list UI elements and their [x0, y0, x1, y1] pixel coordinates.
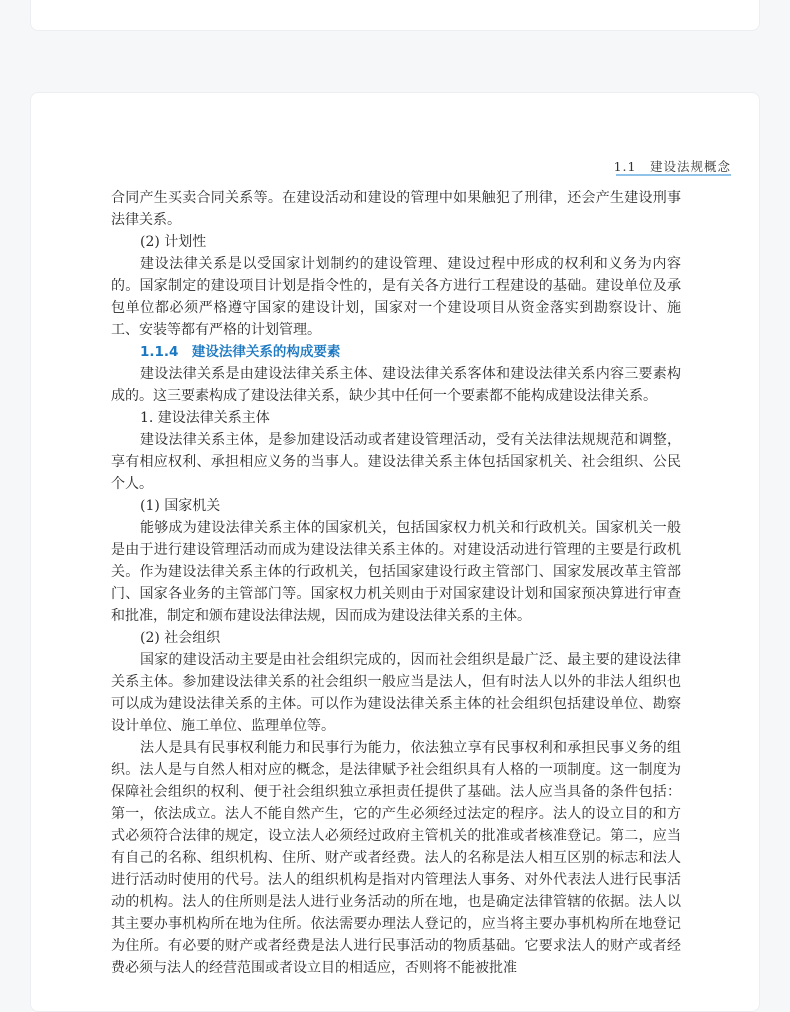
paragraph: 建设法律关系主体，是参加建设活动或者建设管理活动，受有关法律法规规范和调整，享有相应权利、承担相应义务的当事人。建设法律关系主体包括国家机关、社会组织、公民个人。 [111, 432, 681, 492]
page-content [111, 187, 681, 979]
paragraph: 能够成为建设法律关系主体的国家机关，包括国家权力机关和行政机关。国家机关一般是由于进行建设管理活动而成为建设法律关系主体的。对建设活动进行管理的主要是行政机关。作为建设法律关系主体的行政机关，包括国家建设行政主管部门、国家发展改革主管部门、国家各业务的主管部门等。国家权力机关则由于对国家建设计划和国家预决算进行审查和批准，制定和颁布建设法律法规，因而成为建设法律关系的主体。 [111, 520, 681, 624]
section-heading: 1.1.4 建设法律关系的构成要素 [140, 344, 341, 360]
paragraph: 建设法律关系是以受国家计划制约的建设管理、建设过程中形成的权利和义务为内容的。国家制定的建设项目计划是指令性的，是有关各方进行工程建设的基础。建设单位及承包单位都必须严格遵守国家的建设计划，国家对一个建设项目从资金落实到勘察设计、施工、安装等都有严格的计划管理。 [111, 256, 681, 338]
subheading: (2) 计划性 [140, 234, 207, 250]
subheading: (1) 国家机关 [140, 498, 221, 514]
paragraph: 法人是具有民事权利能力和民事行为能力，依法独立享有民事权利和承担民事义务的组织。法人是与自然人相对应的概念，是法律赋予社会组织具有人格的一项制度。这一制度为保障社会组织的权利、便于社会组织独立承担责任提供了基础。法人应当具备的条件包括：第一，依法成立。法人不能自然产生，它的产生必须经过法定的程序。法人的设立目的和方式必须符合法律的规定，设立法人必须经过政府主管机关的批准或者核准登记。第二，应当有自己的名称、组织机构、住所、财产或者经费。法人的名称是法人相互区别的标志和法人进行活动时使用的代号。法人的组织机构是指对内管理法人事务、对外代表法人进行民事活动的机构。法人的住所则是法人进行业务活动的所在地，也是确定法律管辖的依据。法人以其主要办事机构所在地为住所。依法需要办理法人登记的，应当将主要办事机构所在地登记为住所。有必要的财产或者经费是法人进行民事活动的物质基础。它要求法人的财产或者经费必须与法人的经营范围或者设立目的相适应，否则将不能被批准 [111, 740, 681, 976]
subheading: (2) 社会组织 [140, 630, 221, 646]
page-card [30, 92, 760, 1012]
paragraph: 合同产生买卖合同关系等。在建设活动和建设的管理中如果触犯了刑律，还会产生建设刑事法律关系。 [111, 190, 681, 228]
previous-page-card [30, 0, 760, 31]
subheading: 1. 建设法律关系主体 [140, 410, 270, 426]
paragraph: 国家的建设活动主要是由社会组织完成的，因而社会组织是最广泛、最主要的建设法律关系主体。参加建设法律关系的社会组织一般应当是法人，但有时法人以外的非法人组织也可以成为建设法律关系的主体。可以作为建设法律关系主体的社会组织包括建设单位、勘察设计单位、施工单位、监理单位等。 [111, 652, 681, 734]
paragraph: 建设法律关系是由建设法律关系主体、建设法律关系客体和建设法律关系内容三要素构成的。这三要素构成了建设法律关系，缺少其中任何一个要素都不能构成建设法律关系。 [111, 366, 681, 404]
running-header [111, 157, 731, 177]
header-underline [616, 174, 731, 176]
section-header-label: 1.1 建设法规概念 [613, 159, 731, 174]
